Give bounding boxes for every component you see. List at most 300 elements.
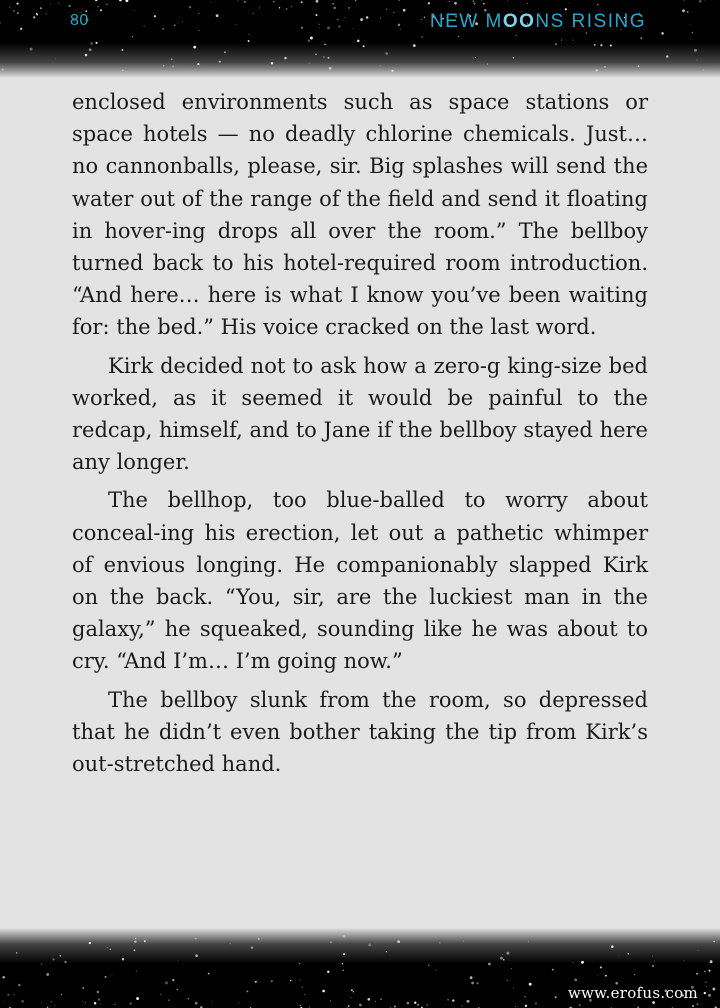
- star: [178, 22, 179, 23]
- star: [188, 998, 189, 999]
- star: [97, 991, 100, 994]
- star: [219, 61, 221, 63]
- star: [304, 994, 305, 995]
- star: [386, 9, 387, 10]
- star: [417, 1004, 419, 1006]
- star: [666, 55, 668, 57]
- star: [619, 955, 620, 956]
- star: [458, 36, 459, 37]
- star: [462, 1005, 463, 1006]
- star: [610, 45, 612, 47]
- star: [525, 1005, 527, 1007]
- star: [524, 996, 525, 997]
- star: [394, 1005, 396, 1007]
- star: [322, 990, 325, 993]
- star: [122, 70, 124, 72]
- star: [36, 13, 37, 14]
- star: [89, 48, 92, 51]
- star: [641, 37, 642, 38]
- star: [224, 51, 226, 53]
- star: [529, 983, 532, 986]
- star: [634, 974, 635, 975]
- star: [704, 992, 706, 994]
- star: [699, 0, 702, 3]
- star: [58, 3, 59, 4]
- star: [661, 32, 664, 35]
- star: [598, 975, 599, 976]
- watermark: www.erofus.com: [567, 984, 698, 1002]
- star: [475, 57, 476, 58]
- star: [17, 12, 19, 14]
- star: [447, 999, 449, 1001]
- star: [195, 1002, 198, 1005]
- star: [687, 11, 689, 13]
- star: [366, 16, 369, 19]
- star: [330, 1000, 331, 1001]
- star: [397, 941, 399, 943]
- star: [109, 948, 111, 950]
- running-head-part: NS RISING: [535, 11, 646, 32]
- star: [319, 27, 320, 28]
- star: [579, 1004, 580, 1005]
- star: [193, 46, 196, 49]
- star: [144, 940, 146, 942]
- running-head: [430, 11, 646, 33]
- star: [14, 994, 15, 995]
- star: [421, 19, 422, 20]
- star: [337, 19, 339, 21]
- star: [300, 1005, 301, 1006]
- star: [319, 24, 320, 25]
- star: [216, 14, 219, 17]
- star: [33, 16, 35, 18]
- star: [506, 952, 509, 955]
- star: [323, 56, 325, 58]
- star: [160, 994, 161, 995]
- star: [701, 1003, 702, 1004]
- star: [46, 973, 49, 976]
- star: [574, 979, 577, 982]
- star: [16, 952, 17, 953]
- star: [605, 975, 607, 977]
- star: [694, 49, 697, 52]
- star: [700, 998, 701, 999]
- star: [428, 964, 430, 966]
- star: [60, 955, 61, 956]
- star: [308, 40, 310, 42]
- star: [470, 976, 473, 979]
- star: [368, 943, 371, 946]
- star: [500, 957, 503, 960]
- star: [338, 25, 340, 27]
- star: [134, 10, 135, 11]
- star: [604, 66, 606, 68]
- star: [100, 9, 102, 11]
- star: [0, 22, 1, 24]
- star: [210, 2, 211, 3]
- star: [467, 1000, 470, 1003]
- star: [246, 990, 248, 992]
- starfield-footer: [0, 928, 720, 1008]
- star: [360, 18, 363, 21]
- star: [380, 65, 381, 66]
- star: [348, 7, 350, 9]
- star: [177, 960, 178, 961]
- star: [41, 964, 42, 965]
- star: [573, 962, 574, 963]
- star: [171, 58, 173, 60]
- star: [471, 982, 474, 985]
- star: [168, 999, 170, 1001]
- star: [581, 961, 584, 964]
- star: [708, 970, 710, 972]
- star: [463, 941, 464, 942]
- star: [413, 44, 416, 47]
- star: [552, 969, 554, 971]
- star: [363, 45, 365, 47]
- star: [481, 0, 482, 1]
- star: [684, 960, 685, 961]
- star: [483, 3, 485, 5]
- paragraph: The bellboy slunk from the room, so depressed that he didn’t even bother taking the tip from Kirk’s out-stretched hand.: [72, 687, 648, 777]
- star: [238, 0, 239, 1]
- star: [708, 994, 711, 997]
- star: [309, 1007, 310, 1008]
- star: [391, 70, 393, 72]
- star: [20, 28, 22, 30]
- star: [527, 3, 528, 4]
- star: [654, 961, 655, 962]
- star: [359, 1004, 362, 1007]
- star: [300, 980, 301, 981]
- star: [343, 953, 345, 955]
- star: [473, 2, 475, 4]
- star: [244, 1, 246, 3]
- star: [488, 963, 491, 966]
- star: [107, 947, 108, 948]
- star: [698, 950, 699, 951]
- star: [342, 969, 344, 971]
- star: [399, 0, 400, 1]
- star: [302, 987, 304, 989]
- star: [703, 69, 704, 70]
- paragraph: Kirk decided not to ask how a zero-g king-size bed worked, as it seemed it would be painful to the redcap, himself, and to Jane if the bellboy stayed here any longer.: [72, 353, 648, 475]
- star: [327, 27, 330, 30]
- star: [135, 938, 136, 939]
- star: [446, 1004, 447, 1005]
- star: [2, 68, 4, 70]
- star: [55, 58, 56, 59]
- star: [125, 0, 128, 2]
- star: [114, 1004, 115, 1005]
- star: [173, 66, 174, 67]
- star: [195, 938, 197, 940]
- star: [683, 0, 684, 1]
- star: [329, 67, 332, 70]
- star: [407, 1002, 410, 1005]
- star: [89, 942, 91, 944]
- star: [446, 1, 447, 2]
- star: [513, 988, 514, 989]
- star: [704, 971, 706, 973]
- star: [316, 0, 319, 3]
- star: [569, 3, 570, 4]
- star: [332, 3, 334, 5]
- star: [189, 6, 191, 8]
- star: [16, 2, 18, 4]
- star: [177, 989, 178, 990]
- star: [439, 942, 440, 943]
- star: [710, 960, 713, 963]
- star: [511, 968, 512, 969]
- star: [18, 984, 21, 987]
- star: [652, 956, 653, 957]
- star: [428, 2, 430, 4]
- star: [174, 24, 176, 26]
- star: [136, 997, 139, 1000]
- star: [333, 7, 335, 9]
- star: [386, 951, 387, 952]
- star: [122, 958, 124, 960]
- star: [634, 1005, 635, 1006]
- star: [507, 0, 508, 1]
- star: [380, 998, 382, 1000]
- star: [697, 60, 698, 61]
- star: [652, 965, 654, 967]
- star: [315, 53, 317, 55]
- star: [21, 1000, 24, 1003]
- star: [121, 49, 123, 51]
- star: [487, 63, 488, 64]
- star: [106, 3, 107, 4]
- star: [133, 949, 135, 951]
- star: [692, 1005, 694, 1007]
- star: [98, 998, 100, 1000]
- star: [713, 941, 715, 943]
- star: [310, 37, 313, 40]
- paragraph: The bellhop, too blue-balled to worry about conceal-ing his erection, let out a pathetic whimper of envious longing. He companionably slapped Kirk on the back. “You, sir, are the luckiest man in the galaxy,” he squeaked, sounding like he was about to cry. “And I’m… I’m going now.”: [72, 488, 648, 674]
- star: [600, 44, 602, 46]
- star: [41, 1002, 42, 1003]
- star: [706, 986, 707, 987]
- star: [172, 979, 174, 981]
- star: [638, 65, 640, 67]
- star: [251, 947, 253, 949]
- running-head-part-highlight: OO: [502, 11, 536, 32]
- star: [561, 39, 562, 40]
- paragraph: enclosed environments such as space stations or space hotels — no deadly chlorine chemicals. Just… no cannonballs, please, sir. Big splashes will send the water out of the range of the field and send it floating in hover-ing drops all over the room.” The bellboy turned back to his hotel-required room introduction. “And here… here is what I know you’ve been waiting for: the bed.” His voice cracked on the last word.: [72, 90, 648, 340]
- star: [393, 12, 394, 13]
- star: [503, 959, 505, 961]
- star: [692, 32, 693, 33]
- star: [163, 65, 164, 66]
- star: [85, 1002, 86, 1003]
- page-number: 80: [70, 12, 89, 29]
- star: [424, 17, 425, 18]
- star: [192, 67, 193, 68]
- star: [136, 970, 137, 971]
- star: [7, 994, 9, 996]
- star: [398, 24, 400, 26]
- star: [712, 988, 715, 991]
- star: [328, 57, 330, 59]
- star: [327, 971, 329, 973]
- star: [197, 63, 199, 65]
- star: [230, 943, 231, 944]
- star: [426, 1004, 427, 1005]
- star: [279, 7, 280, 8]
- star: [473, 57, 474, 58]
- star: [165, 981, 168, 984]
- star: [30, 48, 33, 51]
- star: [248, 40, 250, 42]
- star: [129, 1002, 131, 1004]
- star: [309, 63, 310, 64]
- star: [271, 62, 273, 64]
- star: [516, 35, 517, 36]
- star: [316, 14, 318, 16]
- star: [502, 954, 503, 955]
- star: [476, 982, 478, 984]
- star: [291, 6, 293, 8]
- star: [535, 1002, 537, 1004]
- star: [143, 25, 144, 26]
- star: [375, 1001, 376, 1002]
- star: [253, 13, 254, 14]
- star: [40, 7, 42, 9]
- star: [82, 1001, 83, 1002]
- star: [342, 963, 343, 964]
- star: [273, 1, 275, 3]
- star: [119, 0, 122, 1]
- running-head-part: NEW M: [429, 11, 503, 32]
- star: [454, 2, 457, 5]
- body-text: [72, 86, 648, 786]
- star: [85, 54, 88, 57]
- star: [705, 981, 706, 982]
- star: [682, 9, 685, 12]
- star: [351, 997, 352, 998]
- star: [68, 5, 71, 8]
- star: [348, 1005, 350, 1007]
- star: [100, 1003, 101, 1004]
- star: [690, 25, 691, 26]
- star: [212, 71, 213, 72]
- star: [697, 1003, 699, 1005]
- star: [199, 30, 200, 31]
- star: [611, 945, 614, 948]
- star: [299, 963, 301, 965]
- star: [452, 999, 454, 1001]
- star: [5, 1002, 6, 1003]
- star: [330, 941, 332, 943]
- star: [97, 6, 99, 8]
- star: [259, 7, 260, 8]
- star: [555, 996, 557, 998]
- star: [2, 976, 4, 978]
- starfield-header: [0, 0, 720, 78]
- star: [449, 1, 451, 3]
- star: [696, 973, 698, 975]
- star: [61, 994, 62, 995]
- star: [195, 954, 198, 957]
- star: [513, 57, 514, 58]
- star: [64, 961, 66, 963]
- star: [182, 21, 183, 22]
- star: [290, 980, 291, 981]
- star: [94, 1002, 97, 1005]
- star: [301, 1, 303, 3]
- star: [46, 13, 47, 14]
- star: [353, 28, 354, 29]
- star: [286, 8, 288, 10]
- star: [400, 29, 401, 30]
- star: [284, 57, 286, 59]
- star: [594, 44, 596, 46]
- star: [13, 10, 15, 12]
- star: [95, 0, 97, 1]
- star: [343, 935, 346, 938]
- star: [507, 980, 508, 981]
- star: [355, 0, 356, 1]
- star: [473, 0, 475, 2]
- star: [236, 24, 237, 25]
- star: [255, 981, 257, 983]
- star: [367, 998, 370, 1001]
- star: [248, 34, 249, 35]
- star: [600, 966, 602, 968]
- star: [403, 9, 406, 12]
- star: [208, 973, 210, 975]
- star: [105, 976, 107, 978]
- star: [528, 942, 529, 943]
- star: [90, 42, 93, 45]
- star: [515, 1006, 516, 1007]
- star: [344, 17, 345, 18]
- star: [573, 40, 574, 41]
- star: [9, 7, 10, 8]
- star: [385, 52, 388, 55]
- star: [595, 69, 597, 71]
- star: [436, 969, 437, 970]
- star: [258, 938, 260, 940]
- star: [50, 3, 51, 4]
- star: [351, 989, 353, 991]
- star: [627, 953, 629, 955]
- star: [54, 1005, 55, 1006]
- star: [198, 13, 199, 14]
- star: [324, 44, 325, 45]
- star: [357, 40, 359, 42]
- star: [597, 4, 598, 5]
- star: [421, 36, 423, 38]
- star: [132, 36, 133, 37]
- star: [555, 43, 557, 45]
- star: [51, 1001, 52, 1002]
- star: [212, 1002, 213, 1003]
- star: [353, 991, 354, 992]
- star: [82, 987, 84, 989]
- star: [380, 18, 381, 19]
- star: [95, 42, 97, 44]
- star: [154, 15, 156, 17]
- star: [162, 28, 164, 30]
- star: [52, 958, 54, 960]
- star: [271, 980, 273, 982]
- star: [301, 27, 303, 29]
- star: [238, 1002, 239, 1003]
- star: [134, 941, 136, 943]
